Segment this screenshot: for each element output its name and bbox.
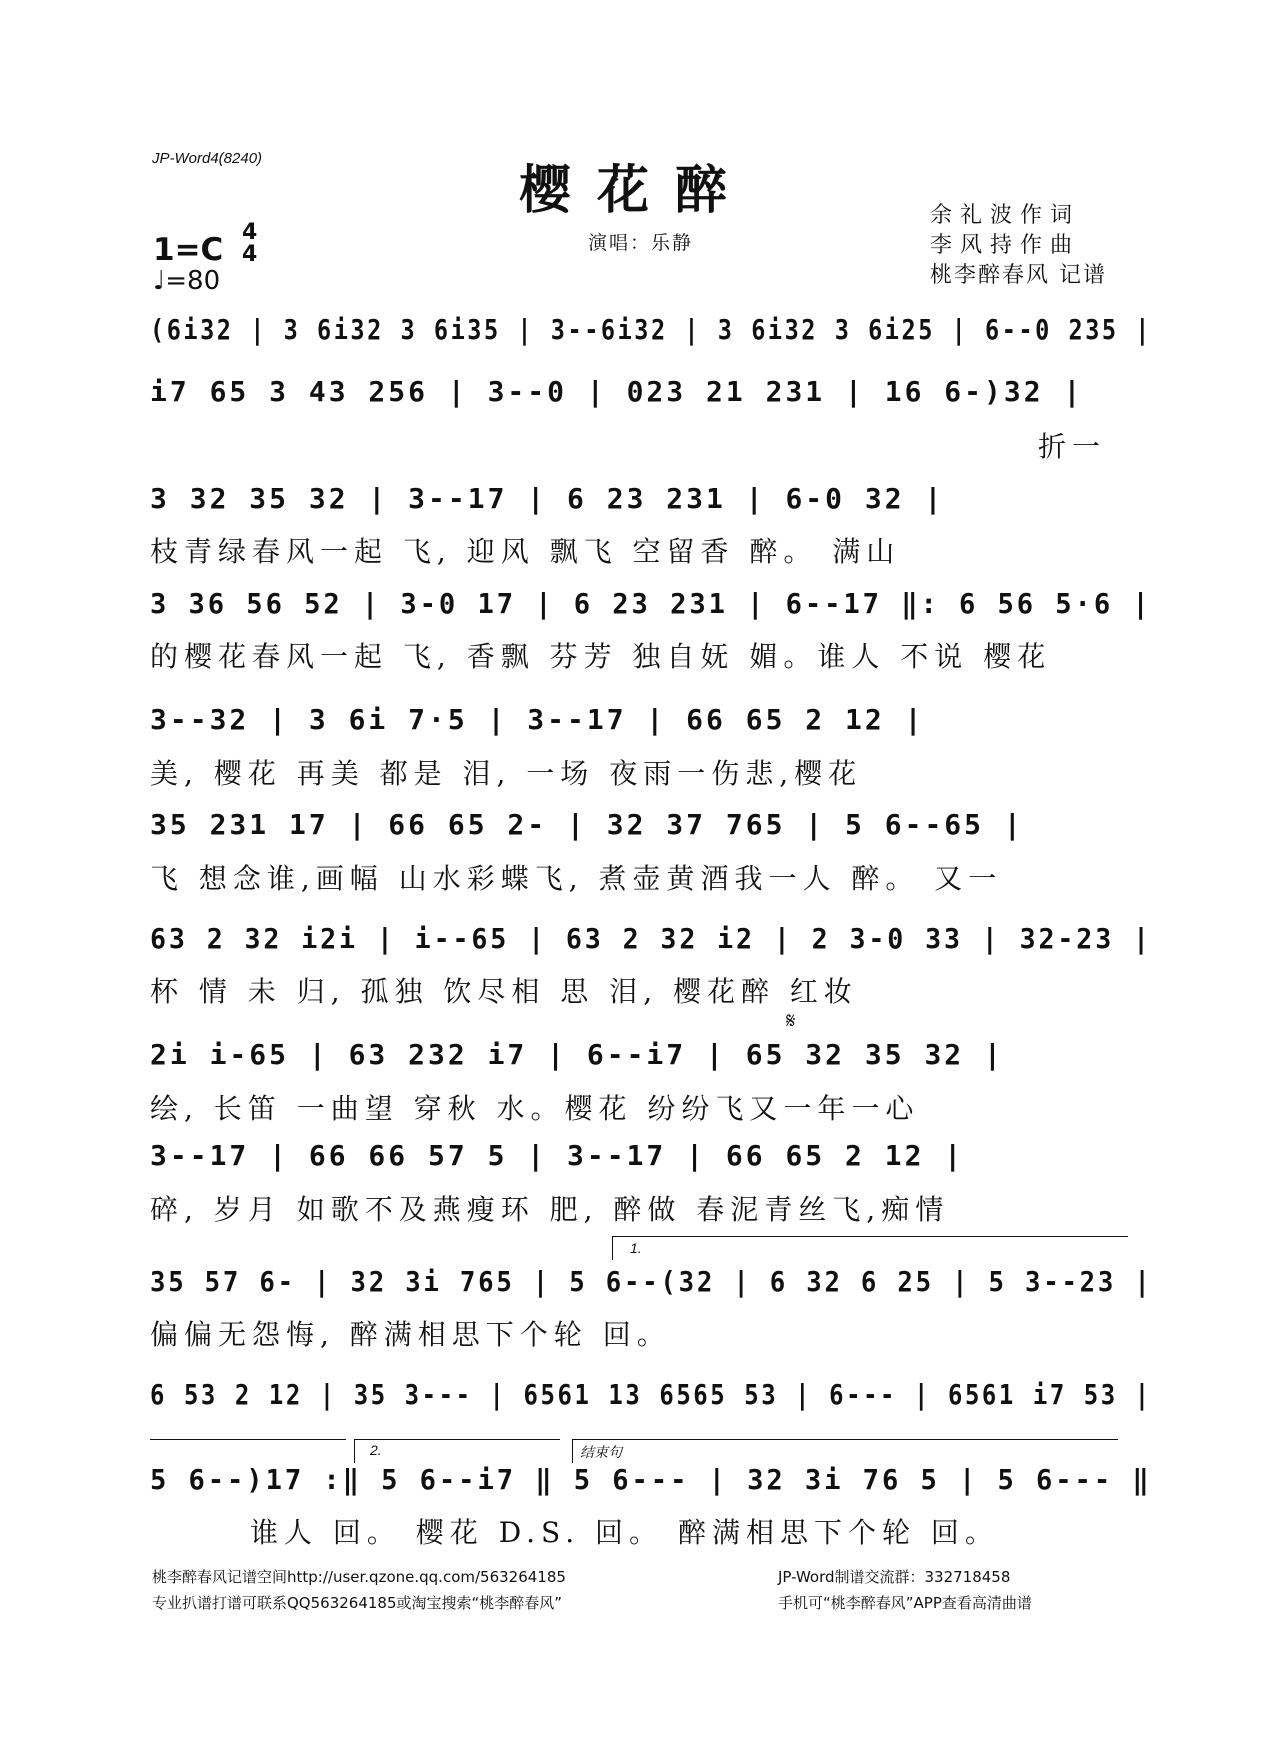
- software-label: JP-Word4(8240): [152, 150, 263, 167]
- lyricist-credit: 余礼波作词: [930, 203, 1081, 228]
- volta-1-bracket: [612, 1236, 1128, 1237]
- segno-sign: 𝄋: [786, 1008, 796, 1033]
- volta-1-label: 1.: [630, 1240, 642, 1256]
- notation-line: 35 57 6- | 32 3i 765 | 5 6--(32 | 6 32 6 25 | 5 3--23 |: [150, 1265, 1153, 1298]
- ending-bracket-edge: [572, 1439, 573, 1463]
- notation-line: 2i i-65 | 63 232 i7 | 6--i7 | 65 32 35 32 |: [150, 1038, 1004, 1071]
- volta-2-bracket-edge: [354, 1439, 355, 1463]
- footer-right-line-2: 手机可“桃李醉春风”APP查看高清曲谱: [778, 1594, 1032, 1612]
- notation-line: 3--32 | 3 6i 7·5 | 3--17 | 66 65 2 12 |: [150, 703, 925, 736]
- notation-line: 6 53 2 12 | 35 3--- | 6561 13 6565 53 | 6--- | 6561 i7 53 |: [150, 1378, 1152, 1411]
- composer-credit: 李风持作曲: [930, 233, 1081, 258]
- ending-label: 结束句: [580, 1444, 622, 1460]
- volta-2-label: 2.: [370, 1442, 382, 1458]
- time-signature-bottom: 4: [242, 242, 258, 267]
- footer-right-line-1: JP-Word制谱交流群：332718458: [778, 1568, 1011, 1586]
- footer-left-line-1: 桃李醉春风记谱空间http://user.qzone.qq.com/563264185: [152, 1568, 566, 1586]
- notation-line: 3--17 | 66 66 57 5 | 3--17 | 66 65 2 12 |: [150, 1139, 965, 1172]
- page-title: 樱花醉: [518, 160, 753, 221]
- lyric-line: 偏偏无怨悔, 醉满相思下个轮 回。: [150, 1318, 671, 1351]
- time-signature: [242, 222, 257, 266]
- lyric-line: 美, 樱花 再美 都是 泪, 一场 夜雨一伤悲,樱花: [150, 757, 863, 790]
- notation-line: 5 6--)17 :‖ 5 6--i7 ‖ 5 6--- | 32 3i 76 5 | 5 6--- ‖: [150, 1463, 1152, 1496]
- lyric-line: 碎, 岁月 如歌不及燕瘦环 肥, 醉做 春泥青丝飞,痴情: [150, 1193, 950, 1226]
- lyric-line: 折一: [1038, 430, 1107, 463]
- ending-bracket: [572, 1439, 1118, 1440]
- time-signature-top: 4: [242, 220, 258, 245]
- transcriber-credit: 桃李醉春风 记谱: [930, 263, 1107, 288]
- lyric-line: 的樱花春风一起 飞, 香飘 芬芳 独自妩 媚。谁人 不说 樱花: [150, 640, 1052, 673]
- singer-label: 演唱：乐静: [588, 232, 694, 254]
- footer-left-line-2: 专业扒谱打谱可联系QQ563264185或淘宝搜索“桃李醉春风”: [152, 1594, 563, 1612]
- tempo-marking: ♩=80: [153, 266, 221, 296]
- lyric-line: 绘, 长笛 一曲望 穿秋 水。樱花 纷纷飞又一年一心: [150, 1092, 920, 1125]
- volta-1-bracket-continued: [150, 1439, 346, 1440]
- lyric-line: 飞 想念谁,画幅 山水彩蝶飞, 煮壶黄酒我一人 醉。 又一: [150, 862, 1003, 895]
- volta-1-bracket-edge: [612, 1236, 613, 1260]
- notation-line: 3 32 35 32 | 3--17 | 6 23 231 | 6-0 32 |: [150, 482, 945, 515]
- lyric-line: 杯 情 未 归, 孤独 饮尽相 思 泪, 樱花醉 红妆: [150, 975, 858, 1008]
- notation-line: 63 2 32 i2i | i--65 | 63 2 32 i2 | 2 3-0 33 | 32-23 |: [150, 922, 1152, 955]
- lyric-line: 枝青绿春风一起 飞, 迎风 飘飞 空留香 醉。 满山: [150, 535, 901, 568]
- notation-line: 35 231 17 | 66 65 2- | 32 37 765 | 5 6--65 |: [150, 808, 1024, 841]
- volta-2-bracket: [354, 1439, 560, 1440]
- key-signature: 1=C: [153, 232, 224, 268]
- lyric-line: 谁人 回。 樱花 D.S. 回。 醉满相思下个轮 回。: [250, 1516, 999, 1549]
- notation-line: (6i32 | 3 6i32 3 6i35 | 3--6i32 | 3 6i32 3 6i25 | 6--0 235 |: [150, 313, 1153, 346]
- notation-line: i7 65 3 43 256 | 3--0 | 023 21 231 | 16 6-)32 |: [150, 375, 1084, 408]
- notation-line: 3 36 56 52 | 3-0 17 | 6 23 231 | 6--17 ‖: 6 56 5·6 |: [150, 587, 1152, 620]
